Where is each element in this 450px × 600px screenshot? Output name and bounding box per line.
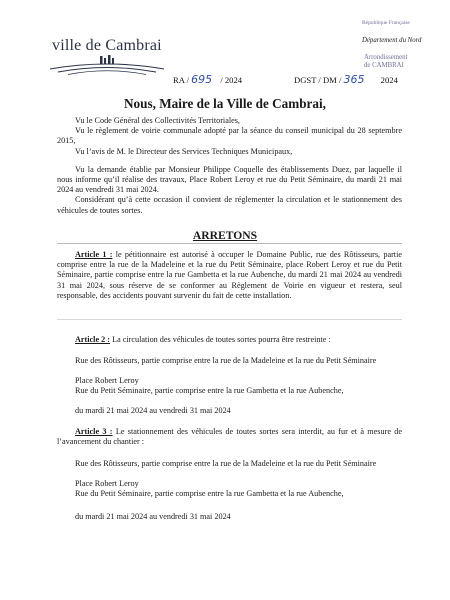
- dgst-label: DGST / DM /: [294, 75, 342, 85]
- considerations-block: [57, 116, 402, 216]
- dgst-number-handwritten: 365: [343, 73, 365, 86]
- arretons-text: ARRETONS: [192, 229, 258, 242]
- article-2-street-1: Rue des Rôtisseurs, partie comprise entre la rue de la Madeleine et la rue du Petit Séminaire: [75, 356, 377, 365]
- article-3: [57, 427, 402, 447]
- article-2: [57, 335, 402, 345]
- article-1-text: le pétitionnaire est autorisé à occuper le Domaine Public, rue des Rôtisseurs, partie comprise entre la rue de la Madeleine et la rue du Petit Séminaire, place Robert Leroy et rue du Petit Séminaire, partie comprise entre la rue Gambetta et la rue Aubenche, du mardi 21 mai 2024 au vendredi 31 mai 2024, sous réserve de se conformer au Règlement de Voirie en vigueur et restera, seul responsable, des accidents pouvant survenir du fait de cette installation.: [57, 250, 402, 300]
- article-2-street-2: Place Robert Leroy: [75, 376, 139, 385]
- article-3-label: Article 3 :: [75, 427, 113, 436]
- article-1: [57, 250, 402, 301]
- consideration-3: Vu l’avis de M. le Directeur des Services Techniques Municipaux,: [75, 146, 293, 156]
- city-logo-text: ville de Cambrai: [52, 37, 162, 54]
- consideration-4: Vu la demande établie par Monsieur Philippe Coquelle des établissements Duez, par laquelle il nous informe qu’il réalise des travaux, Place Robert Leroy et rue du Petit Séminaire, du mardi 21 mai 2024 au vendredi 31 mai 2024.: [57, 164, 402, 195]
- article-3-dates: du mardi 21 mai 2024 au vendredi 31 mai 2024: [75, 512, 231, 521]
- article-2-label: Article 2 :: [75, 335, 111, 344]
- article-1-label: Article 1 :: [75, 250, 113, 259]
- ra-label: RA /: [173, 75, 189, 85]
- decree-title: Nous, Maire de la Ville de Cambrai,: [124, 96, 326, 111]
- separator-line-2: [57, 319, 402, 320]
- ra-reference: [173, 73, 242, 86]
- dgst-year: 2024: [380, 75, 398, 85]
- city-logo-icon: [48, 55, 166, 75]
- ra-number-handwritten: 695: [191, 73, 213, 86]
- article-2-text: La circulation des véhicules de toutes sortes pourra être restreinte :: [110, 335, 331, 344]
- article-3-text: Le stationnement des véhicules de toutes sortes sera interdit, au fur et à mesure de l’avancement du chantier :: [57, 427, 402, 447]
- republic-label: République Française: [362, 20, 410, 26]
- arretons-heading: [0, 229, 450, 242]
- dgst-reference: [294, 73, 398, 86]
- arrondissement-line-2: de CAMBRAI: [364, 62, 404, 69]
- article-3-street-3: Rue du Petit Séminaire, partie comprise entre la rue Gambetta et la rue Aubenche,: [75, 489, 344, 498]
- article-2-street-3: Rue du Petit Séminaire, partie comprise entre la rue Gambetta et la rue Aubenche,: [75, 386, 344, 395]
- article-2-dates: du mardi 21 mai 2024 au vendredi 31 mai 2024: [75, 406, 231, 415]
- arrondissement-label: [364, 54, 407, 70]
- article-3-street-2: Place Robert Leroy: [75, 479, 139, 488]
- separator-line: [57, 243, 402, 244]
- consideration-5: Considérant qu’à cette occasion il convient de réglementer la circulation et le stationnement des véhicules de toutes sortes.: [57, 195, 402, 215]
- department-label: Département du Nord: [362, 37, 422, 44]
- consideration-2: Vu le règlement de voirie communale adopté par la séance du conseil municipal du 28 septembre 2015,: [57, 126, 402, 146]
- consideration-1: Vu le Code Général des Collectivités Territoriales,: [75, 116, 240, 125]
- arrondissement-line-1: Arrondissement: [364, 54, 408, 61]
- article-3-street-1: Rue des Rôtisseurs, partie comprise entre la rue de la Madeleine et la rue du Petit Séminaire: [75, 459, 377, 468]
- ra-year: / 2024: [220, 75, 243, 85]
